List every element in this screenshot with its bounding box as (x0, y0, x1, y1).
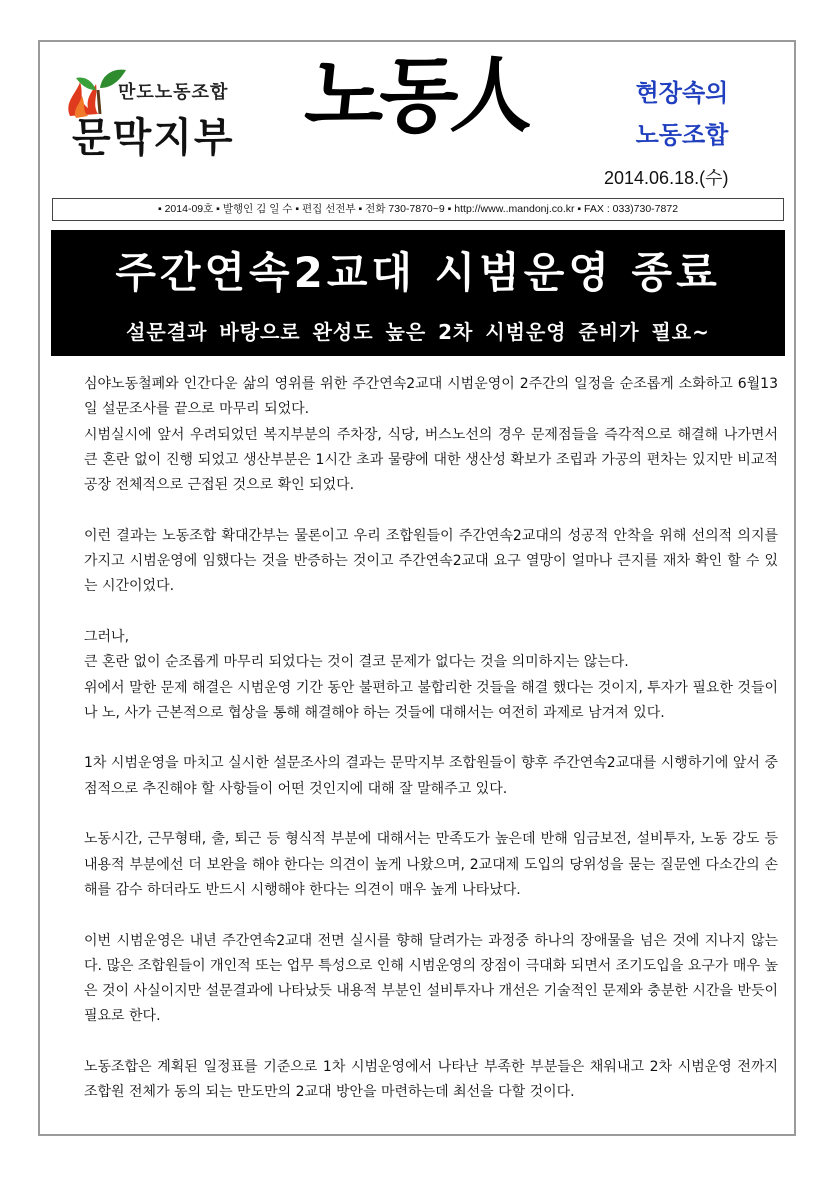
logo-branch-name: 문막지부 (72, 114, 235, 161)
paragraph-1: 심야노동철폐와 인간다운 삶의 영위를 위한 주간연속2교대 시범운영이 2주간의 일정을 순조롭게 소화하고 6월13일 설문조사를 끝으로 마무리 되었다. (84, 376, 778, 418)
paragraph-9: 이번 시범운영은 내년 주간연속2교대 전면 실시를 향해 달려가는 과정중 하나의 장애물을 넘은 것에 지나지 않는다. 많은 조합원들이 개인적 또는 업무 특성으로 인해 시범운영의 장점이 극대화 되면서 조기도입을 요구가 매우 높은 것이 사실이지만 설문결과에 나타났듯 내용적 부분인 설비투자나 개선은 기술적인 문제와 충분한 시간을 반듯이 필요로 한다. (84, 932, 778, 1025)
paragraph-8: 노동시간, 근무형태, 출, 퇴근 등 형식적 부분에 대해서는 만족도가 높은데 반해 임금보전, 설비투자, 노동 강도 등 내용적 부분에선 더 보완을 해야 한다는 의견이 높게 나왔으며, 2교대제 도입의 당위성을 묻는 질문엔 다소간의 손해를 감수 하더라도 반드시 시행해야 한다는 의견이 매우 높게 나타났다. (84, 831, 778, 898)
paragraph-7: 1차 시범운영을 마치고 실시한 설문조사의 결과는 문막지부 조합원들이 향후 주간연속2교대를 시행하기에 앞서 중점적으로 추진해야 할 사항들이 어떤 것인지에 대해 잘 말해주고 있다. (84, 755, 778, 797)
paragraph-5: 큰 혼란 없이 순조롭게 마무리 되었다는 것이 결코 문제가 없다는 것을 의미하지는 않는다. (84, 654, 629, 671)
tagline-line-2: 노동조합 (635, 121, 729, 149)
paragraph-gap (84, 1030, 778, 1055)
tagline (612, 72, 752, 156)
logo-union-name: 만도노동조합 (118, 82, 229, 103)
tagline-line-1: 현장속의 (635, 79, 729, 107)
masthead-title: 노동人 (300, 48, 534, 144)
paragraph-gap (84, 726, 778, 751)
issue-date: 2014.06.18.(수) (604, 168, 729, 188)
subheadline: 설문결과 바탕으로 완성도 높은 2차 시범운영 준비가 필요~ (126, 320, 710, 344)
paragraph-10: 노동조합은 계획된 일정표를 기준으로 1차 시범운영에서 나타난 부족한 부분들은 채워내고 2차 시범운영 전까지 조합원 전체가 동의 되는 만도만의 2교대 방안을 마련하는데 최선을 다할 것이다. (84, 1059, 778, 1101)
paragraph-3: 이런 결과는 노동조합 확대간부는 물론이고 우리 조합원들이 주간연속2교대의 성공적 안착을 위해 선의적 의지를 가지고 시범운영에 임했다는 것을 반증하는 것이고 주간연속2교대 요구 열망이 얼마나 큰지를 재차 확인 할 수 있는 시간이었다. (84, 527, 778, 595)
paragraph-gap (84, 903, 778, 928)
paragraph-2: 시범실시에 앞서 우려되었던 복지부분의 주차장, 식당, 버스노선의 경우 문제점들을 즉각적으로 해결해 나가면서 큰 혼란 없이 진행 되었고 생산부분은 1시간 초과 물량에 대한 생산성 확보가 조립과 가공의 편차는 있지만 비교적 공장 전체적으로 근접된 것으로 확인 되었다. (84, 426, 778, 494)
paragraph-gap (84, 600, 778, 625)
paragraph-4: 그러나, (84, 628, 130, 645)
headline: 주간연속2교대 시범운영 종료 (115, 248, 721, 297)
paragraph-gap (84, 498, 778, 523)
headline-block (51, 230, 785, 356)
paragraph-gap (84, 802, 778, 827)
paragraph-6: 위에서 말한 문제 해결은 시범운영 기간 동안 불편하고 불합리한 것들을 해결 했다는 것이지, 투자가 필요한 것들이나 노, 사가 근본적으로 협상을 통해 해결해야 하는 것들에 대해서는 여전히 과제로 남겨져 있다. (84, 679, 778, 721)
article-body (84, 372, 778, 1106)
publication-info-bar: ▪ 2014-09호 ▪ 발행인 김 일 수 ▪ 편집 선전부 ▪ 전화 730-7870~9 ▪ http://www..mandonj.co.kr ▪ FAX : 033)730-7872 (52, 198, 784, 221)
